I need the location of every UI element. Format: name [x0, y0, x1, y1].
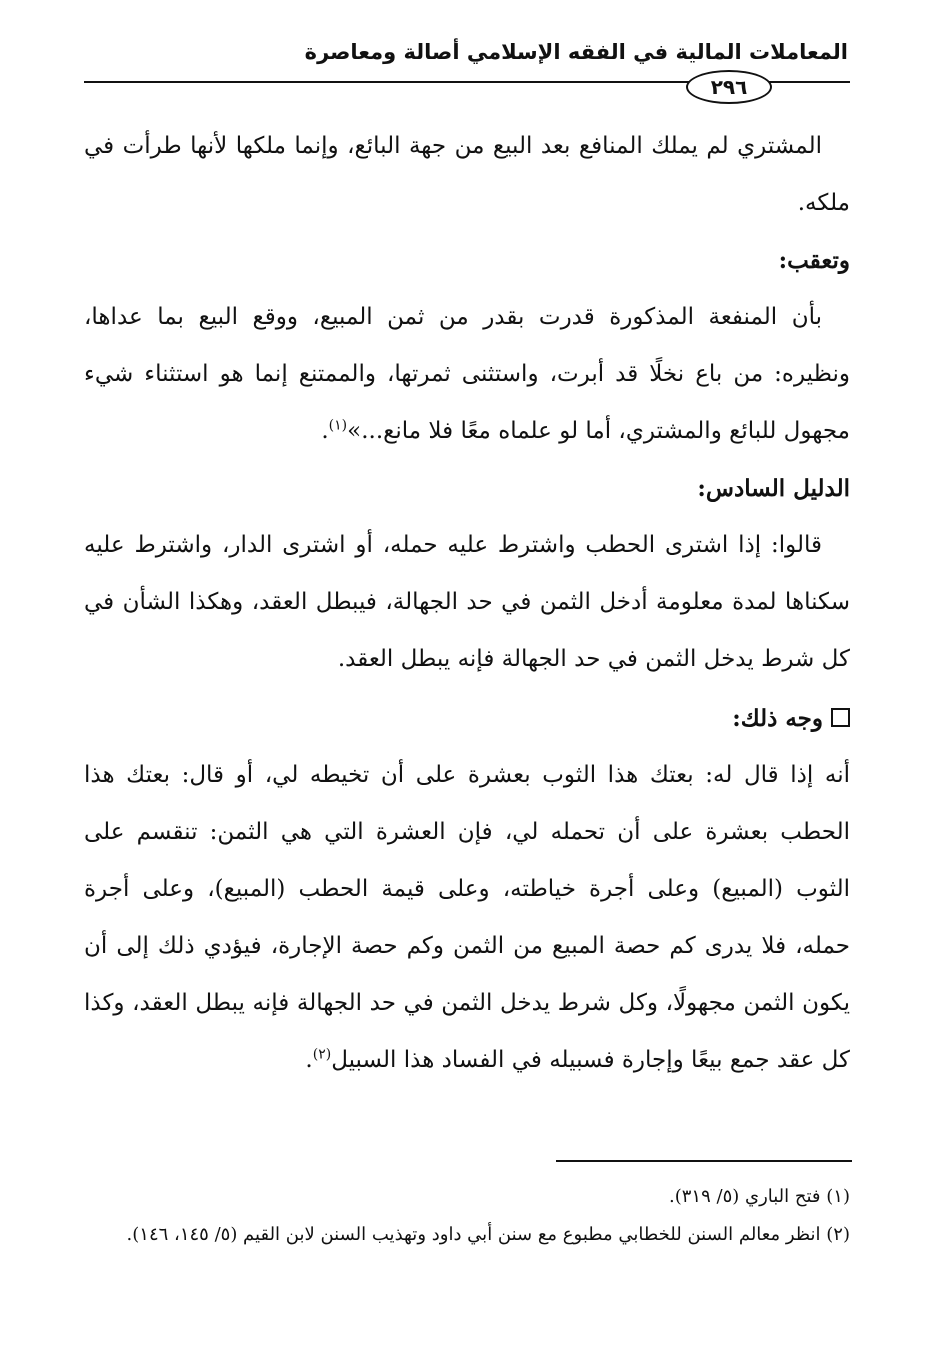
footnote-rule	[556, 1160, 852, 1162]
section-heading-sixth-evidence: الدليل السادس:	[697, 475, 850, 502]
main-text	[84, 118, 850, 1089]
paragraph-end: .	[321, 418, 329, 444]
footnote-ref: (١)	[328, 417, 348, 434]
section-heading-rebuttal: وتعقب:	[778, 247, 850, 274]
footnotes	[84, 1178, 850, 1254]
footnote-ref: (٢)	[312, 1046, 332, 1063]
paragraph: المشتري لم يملك المنافع بعد البيع من جهة البائع، وإنما ملكها لأنها طرأت في ملكه.	[84, 133, 850, 216]
checkbox-square-icon	[831, 708, 850, 727]
running-title: المعاملات المالية في الفقه الإسلامي أصالة ومعاصرة	[304, 40, 848, 64]
section-heading-explanation	[84, 690, 850, 747]
page-number: ٢٩٦	[686, 70, 772, 104]
paragraph	[84, 289, 850, 460]
footnote: (٢) انظر معالم السنن للخطابي مطبوع مع سنن أبي داود وتهذيب السنن لابن القيم (٥/ ١٤٥، ١٤٦).	[126, 1224, 850, 1245]
paragraph-text: أنه إذا قال له: بعتك هذا الثوب بعشرة على أن تخيطه لي، أو قال: بعتك هذا الحطب بعشرة على أن تحمله لي، فإن العشرة التي هي الثمن: تنقسم على الثوب (المبيع) وعلى أجرة خياطته، وعلى قيمة الحطب (المبيع)، وعلى أجرة حمله، فلا يدرى كم حصة المبيع من الثمن وكم حصة الإجارة، فيؤدي ذلك إلى أن يكون الثمن مجهولًا، وكل شرط يدخل الثمن في حد الجهالة فإنه يبطل العقد، وكذا كل عقد جمع بيعًا وإجارة فسبيله في الفساد هذا السبيل	[84, 762, 850, 1073]
paragraph: قالوا: إذا اشترى الحطب واشترط عليه حمله، أو اشترى الدار، واشترط عليه سكناها لمدة معلومة أدخل الثمن في حد الجهالة، فيبطل العقد، وهكذا الشأن في كل شرط يدخل الثمن في حد الجهالة فإنه يبطل العقد.	[84, 532, 850, 672]
heading-text: وجه ذلك:	[732, 705, 823, 732]
paragraph-end: .	[305, 1047, 313, 1073]
footnote: (١) فتح الباري (٥/ ٣١٩).	[669, 1186, 850, 1207]
paragraph	[84, 747, 850, 1089]
paragraph-text: بأن المنفعة المذكورة قدرت بقدر من ثمن المبيع، ووقع البيع بما عداها، ونظيره: من باع نخلًا قد أبرت، واستثنى ثمرتها، والممتنع إنما هو استثناء شيء مجهول للبائع والمشتري، أما لو علماه معًا فلا مانع...»	[84, 304, 850, 444]
